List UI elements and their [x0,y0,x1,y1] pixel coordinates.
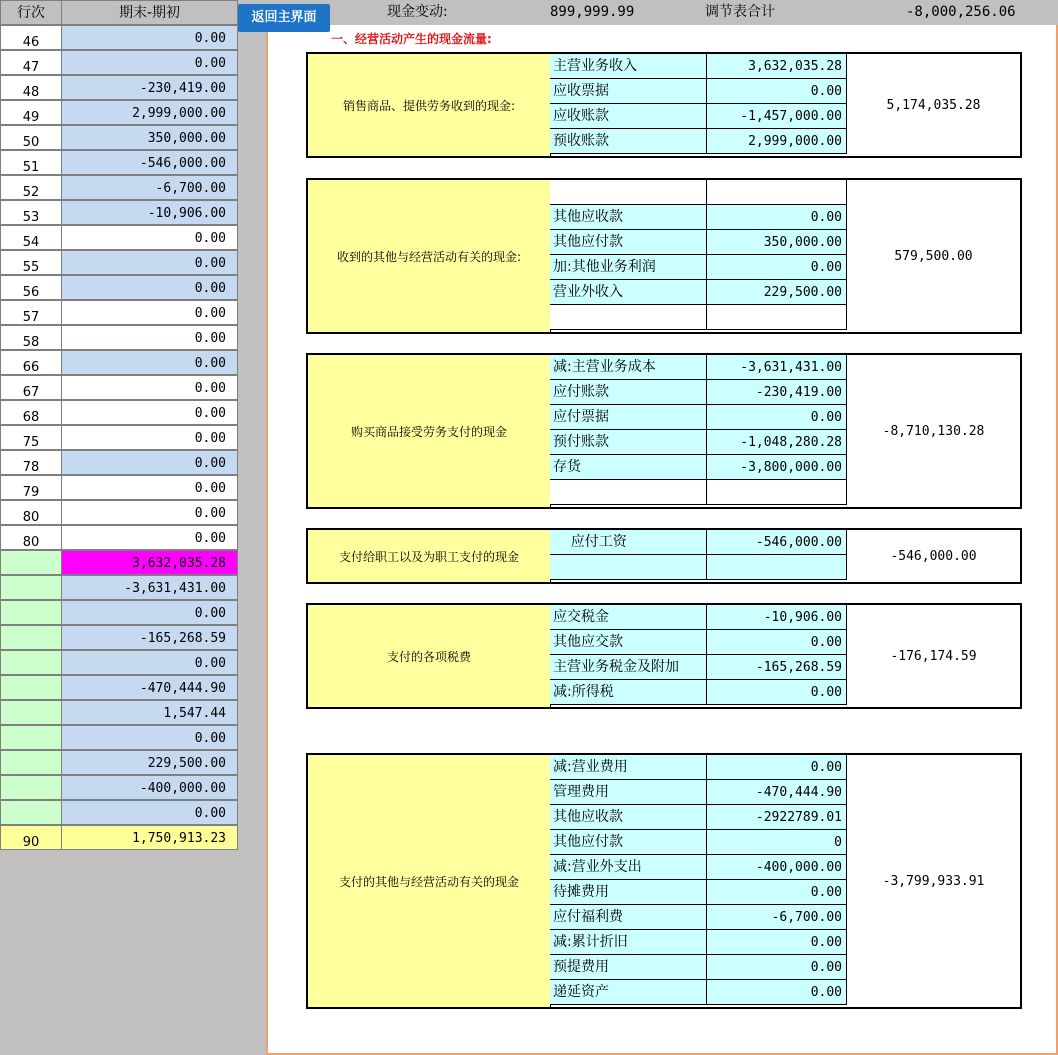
item-name-cell[interactable]: 应付票据 [550,405,707,430]
item-name-cell[interactable]: 减:营业外支出 [550,855,707,880]
line-number-cell[interactable] [0,675,62,700]
item-name-cell[interactable]: 减:主营业务成本 [550,355,707,380]
item-value-cell[interactable]: -400,000.00 [707,855,847,880]
line-number-cell[interactable]: 58 [0,325,62,350]
diff-value-cell[interactable]: 0.00 [62,350,238,375]
cash-flow-block [306,52,1022,158]
item-name-cell[interactable]: 存货 [550,455,707,480]
item-value-cell[interactable]: 0.00 [707,405,847,430]
block-item-row [550,405,847,430]
cash-change-label: 现金变动: [387,4,448,20]
diff-value-cell[interactable]: 1,547.44 [62,700,238,725]
left-header-row [0,0,238,25]
left-table-row [0,700,238,725]
item-name-cell[interactable]: 预提费用 [550,955,707,980]
item-value-cell[interactable]: -165,268.59 [707,655,847,680]
line-number-cell[interactable] [0,625,62,650]
block-label-cell[interactable]: 支付的各项税费 [308,605,551,707]
left-table-row [0,375,238,400]
line-number-cell[interactable]: 55 [0,250,62,275]
item-value-cell[interactable]: 0.00 [707,680,847,705]
item-value-cell[interactable]: -10,906.00 [707,605,847,630]
block-item-row [550,129,847,154]
diff-value-cell[interactable]: 229,500.00 [62,750,238,775]
left-table-row [0,625,238,650]
diff-value-cell[interactable]: 0.00 [62,400,238,425]
top-summary-bar [238,0,1058,25]
block-label-cell[interactable]: 支付给职工以及为职工支付的现金 [308,530,551,582]
left-table-row [0,575,238,600]
item-name-cell[interactable]: 其他应付款 [550,230,707,255]
diff-value-cell[interactable]: 0.00 [62,375,238,400]
block-item-row [550,430,847,455]
block-item-row [550,305,847,330]
line-number-cell[interactable]: 52 [0,175,62,200]
diff-value-cell[interactable]: -230,419.00 [62,75,238,100]
line-number-cell[interactable]: 50 [0,125,62,150]
item-name-cell[interactable] [550,305,707,330]
line-number-cell[interactable]: 67 [0,375,62,400]
diff-value-cell[interactable]: 1,750,913.23 [62,825,238,850]
left-table-row [0,200,238,225]
block-label-cell[interactable]: 购买商品接受劳务支付的现金 [308,355,551,507]
block-item-row [550,555,847,580]
line-number-cell[interactable]: 54 [0,225,62,250]
diff-value-cell[interactable]: 0.00 [62,650,238,675]
line-number-cell[interactable] [0,750,62,775]
item-value-cell[interactable]: -2922789.01 [707,805,847,830]
diff-value-cell[interactable]: -546,000.00 [62,150,238,175]
line-number-cell[interactable] [0,725,62,750]
block-item-row [550,780,847,805]
block-item-row [550,180,847,205]
item-value-cell[interactable]: 0.00 [707,955,847,980]
block-item-row [550,280,847,305]
left-table-row [0,275,238,300]
item-name-cell[interactable] [550,480,707,505]
block-total-cell[interactable]: -176,174.59 [847,605,1020,707]
diff-value-cell[interactable]: 0.00 [62,600,238,625]
line-number-cell[interactable] [0,700,62,725]
item-value-cell[interactable]: -470,444.90 [707,780,847,805]
return-home-button[interactable]: 返回主界面 [238,4,330,32]
diff-value-cell[interactable]: 0.00 [62,475,238,500]
left-table-row [0,475,238,500]
left-table-row [0,550,238,575]
block-total-cell[interactable]: 5,174,035.28 [847,54,1020,156]
item-value-cell[interactable]: 350,000.00 [707,230,847,255]
block-item-row [550,655,847,680]
diff-value-cell[interactable]: 0.00 [62,800,238,825]
line-number-cell[interactable]: 75 [0,425,62,450]
diff-value-cell[interactable]: -400,000.00 [62,775,238,800]
item-name-cell[interactable] [550,180,707,205]
line-number-cell[interactable] [0,775,62,800]
cash-flow-block [306,178,1022,334]
item-name-cell[interactable]: 加:其他业务利润 [550,255,707,280]
line-number-cell[interactable] [0,650,62,675]
adjust-total-label: 调节表合计 [705,4,775,20]
line-number-cell[interactable]: 78 [0,450,62,475]
diff-value-cell[interactable]: -6,700.00 [62,175,238,200]
cash-flow-block [306,753,1022,1009]
left-table-row [0,425,238,450]
item-value-cell[interactable]: 0.00 [707,79,847,104]
line-number-cell[interactable]: 79 [0,475,62,500]
left-table-row [0,350,238,375]
item-value-cell[interactable]: 2,999,000.00 [707,129,847,154]
item-value-cell[interactable] [707,555,847,580]
diff-value-cell[interactable]: 0.00 [62,450,238,475]
item-name-cell[interactable]: 应收账款 [550,104,707,129]
block-label-cell[interactable]: 销售商品、提供劳务收到的现金: [308,54,551,156]
block-item-row [550,980,847,1005]
block-item-row [550,455,847,480]
left-table-row [0,725,238,750]
block-item-row [550,755,847,780]
line-number-cell[interactable]: 80 [0,525,62,550]
item-value-cell[interactable]: -3,800,000.00 [707,455,847,480]
left-table-row [0,525,238,550]
cash-flow-sheet [266,25,1058,1055]
item-value-cell[interactable]: 0.00 [707,930,847,955]
item-name-cell[interactable]: 减:累计折旧 [550,930,707,955]
block-item-row [550,955,847,980]
item-value-cell[interactable]: -230,419.00 [707,380,847,405]
diff-value-cell[interactable]: 0.00 [62,725,238,750]
left-table-row [0,75,238,100]
left-table-row [0,175,238,200]
item-name-cell[interactable]: 递延资产 [550,980,707,1005]
left-table-row [0,50,238,75]
block-label-cell[interactable]: 收到的其他与经营活动有关的现金: [308,180,551,332]
item-value-cell[interactable]: 3,632,035.28 [707,54,847,79]
block-item-row [550,880,847,905]
diff-value-cell[interactable]: 0.00 [62,425,238,450]
line-number-cell[interactable]: 90 [0,825,62,850]
item-name-cell[interactable]: 减:所得税 [550,680,707,705]
block-item-row [550,104,847,129]
item-name-cell[interactable]: 其他应交款 [550,630,707,655]
line-number-cell[interactable] [0,800,62,825]
line-number-cell[interactable]: 57 [0,300,62,325]
item-value-cell[interactable]: 0 [707,830,847,855]
diff-value-cell[interactable]: -3,631,431.00 [62,575,238,600]
diff-value-cell[interactable]: 0.00 [62,300,238,325]
item-value-cell[interactable] [707,180,847,205]
item-value-cell[interactable] [707,480,847,505]
item-name-cell[interactable]: 其他应收款 [550,805,707,830]
item-value-cell[interactable]: 0.00 [707,755,847,780]
block-item-row [550,905,847,930]
diff-value-cell[interactable]: 0.00 [62,250,238,275]
item-name-cell[interactable]: 减:营业费用 [550,755,707,780]
diff-value-cell[interactable]: 3,632,035.28 [62,550,238,575]
item-name-cell[interactable]: 营业外收入 [550,280,707,305]
cash-flow-block [306,528,1022,584]
left-table-row [0,825,238,850]
item-value-cell[interactable]: -546,000.00 [707,530,847,555]
diff-value-cell[interactable]: 0.00 [62,50,238,75]
block-item-row [550,830,847,855]
block-item-row [550,54,847,79]
item-value-cell[interactable]: 0.00 [707,980,847,1005]
block-item-row [550,855,847,880]
item-name-cell[interactable]: 预付账款 [550,430,707,455]
item-value-cell[interactable]: 0.00 [707,205,847,230]
left-table-row [0,250,238,275]
left-table-row [0,650,238,675]
item-name-cell[interactable]: 主营业务税金及附加 [550,655,707,680]
left-table-row [0,225,238,250]
block-item-row [550,205,847,230]
left-table-row [0,800,238,825]
line-number-cell[interactable]: 56 [0,275,62,300]
left-table-row [0,600,238,625]
line-number-cell[interactable]: 51 [0,150,62,175]
line-number-cell[interactable]: 46 [0,25,62,50]
item-name-cell[interactable]: 待摊费用 [550,880,707,905]
item-value-cell[interactable]: -1,048,280.28 [707,430,847,455]
line-number-cell[interactable]: 48 [0,75,62,100]
block-item-row [550,380,847,405]
block-item-row [550,530,847,555]
line-number-cell[interactable] [0,550,62,575]
item-name-cell[interactable]: 应付账款 [550,380,707,405]
cash-change-value[interactable]: 899,999.99 [550,4,635,20]
block-item-row [550,230,847,255]
block-item-row [550,480,847,505]
block-item-row [550,79,847,104]
diff-value-cell[interactable]: 0.00 [62,525,238,550]
item-value-cell[interactable]: 0.00 [707,880,847,905]
item-value-cell[interactable]: -3,631,431.00 [707,355,847,380]
diff-value-cell[interactable]: -10,906.00 [62,200,238,225]
diff-value-cell[interactable]: 350,000.00 [62,125,238,150]
item-name-cell[interactable]: 其他应付款 [550,830,707,855]
line-number-cell[interactable]: 68 [0,400,62,425]
block-item-row [550,630,847,655]
item-name-cell[interactable]: 预收账款 [550,129,707,154]
line-number-cell[interactable] [0,600,62,625]
left-table-row [0,150,238,175]
block-total-cell[interactable]: 579,500.00 [847,180,1020,332]
block-item-row [550,605,847,630]
left-table-row [0,325,238,350]
diff-value-cell[interactable]: 0.00 [62,325,238,350]
item-name-cell[interactable]: 应付工资 [550,530,707,555]
left-table-row [0,500,238,525]
item-name-cell[interactable]: 应交税金 [550,605,707,630]
diff-value-cell[interactable]: -470,444.90 [62,675,238,700]
block-item-row [550,355,847,380]
item-value-cell[interactable]: 0.00 [707,630,847,655]
block-label-cell[interactable]: 支付的其他与经营活动有关的现金 [308,755,551,1007]
section-title: 一、经营活动产生的现金流量: [331,32,492,46]
diff-value-cell[interactable]: -165,268.59 [62,625,238,650]
line-number-cell[interactable] [0,575,62,600]
left-table-row [0,25,238,50]
block-item-row [550,255,847,280]
left-table-row [0,300,238,325]
item-value-cell[interactable]: 0.00 [707,255,847,280]
diff-value-cell[interactable]: 0.00 [62,25,238,50]
left-table-row [0,450,238,475]
col-header-line[interactable]: 行次 [0,0,62,25]
item-name-cell[interactable]: 应付福利费 [550,905,707,930]
block-total-cell[interactable]: -3,799,933.91 [847,755,1020,1007]
block-total-cell[interactable]: -546,000.00 [847,530,1020,582]
item-name-cell[interactable]: 管理费用 [550,780,707,805]
line-number-cell[interactable]: 47 [0,50,62,75]
line-number-cell[interactable]: 80 [0,500,62,525]
col-header-diff[interactable]: 期末-期初 [62,0,238,25]
item-name-cell[interactable] [550,555,707,580]
adjust-total-value[interactable]: -8,000,256.06 [906,4,1016,20]
item-value-cell[interactable]: 229,500.00 [707,280,847,305]
diff-value-cell[interactable]: 0.00 [62,225,238,250]
diff-value-cell[interactable]: 0.00 [62,275,238,300]
left-table-row [0,125,238,150]
left-table-row [0,400,238,425]
item-value-cell[interactable]: -1,457,000.00 [707,104,847,129]
item-name-cell[interactable]: 其他应收款 [550,205,707,230]
line-number-cell[interactable]: 49 [0,100,62,125]
item-value-cell[interactable]: -6,700.00 [707,905,847,930]
block-item-row [550,805,847,830]
cash-flow-block [306,353,1022,509]
item-name-cell[interactable]: 主营业务收入 [550,54,707,79]
block-item-row [550,680,847,705]
line-number-cell[interactable]: 66 [0,350,62,375]
line-number-cell[interactable]: 53 [0,200,62,225]
item-name-cell[interactable]: 应收票据 [550,79,707,104]
diff-value-cell[interactable]: 2,999,000.00 [62,100,238,125]
block-item-row [550,930,847,955]
diff-value-cell[interactable]: 0.00 [62,500,238,525]
left-table-row [0,675,238,700]
block-total-cell[interactable]: -8,710,130.28 [847,355,1020,507]
left-table-row [0,100,238,125]
item-value-cell[interactable] [707,305,847,330]
left-table-row [0,750,238,775]
cash-flow-block [306,603,1022,709]
left-table-row [0,775,238,800]
